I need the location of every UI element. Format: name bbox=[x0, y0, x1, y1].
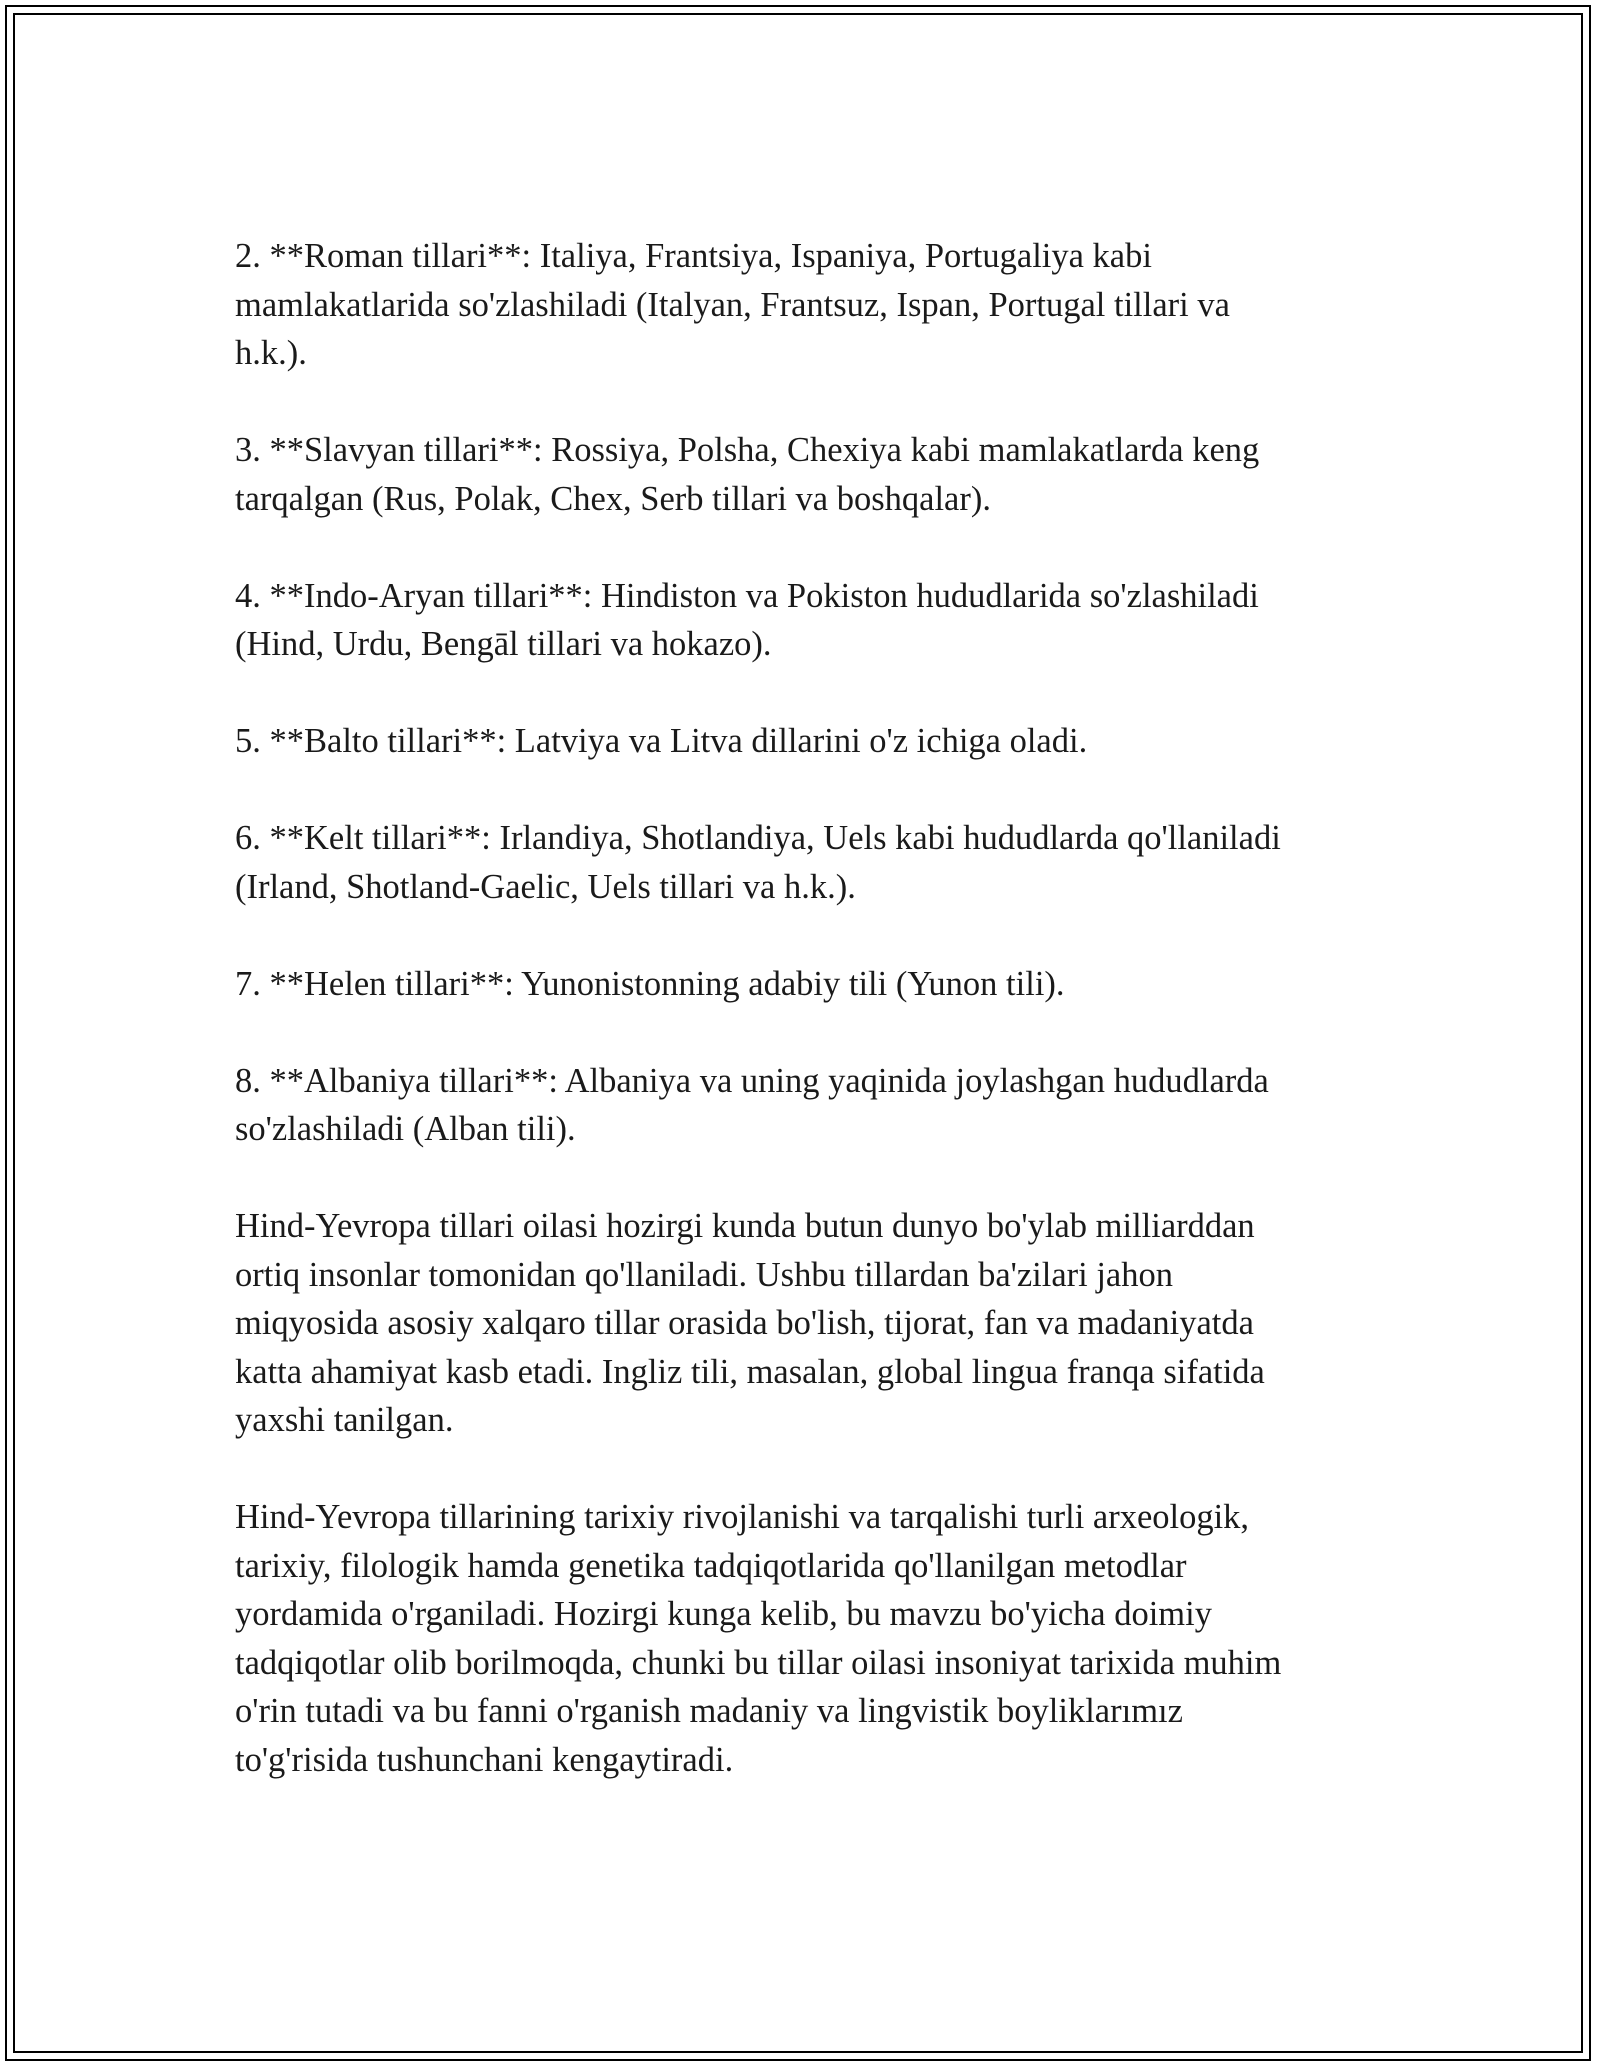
list-item-slavic-languages: 3. **Slavyan tillari**: Rossiya, Polsha, Chexiya kabi mamlakatlarda keng tarqalgan (Rus, Polak, Chex, Serb tillari va boshqalar). bbox=[235, 431, 1260, 518]
paragraph-global-usage: Hind-Yevropa tillari oilasi hozirgi kunda butun dunyo bo'ylab milliarddan ortiq insonlar tomonidan qo'llaniladi. Ushbu tillardan ba'zilari jahon miqyosida asosiy xalqaro tillar orasida bo'lish, tijorat, fan va madaniyatda katta ahamiyat kasb etadi. Ingliz tili, masalan, global lingua franqa sifatida yaxshi tanilgan. bbox=[235, 1207, 1265, 1439]
list-item-celtic-languages: 6. **Kelt tillari**: Irlandiya, Shotlandiya, Uels kabi hududlarda qo'llaniladi (Irland, Shotland-Gaelic, Uels tillari va h.k.). bbox=[235, 819, 1281, 906]
paragraph-historical-research: Hind-Yevropa tillarining tarixiy rivojlanishi va tarqalishi turli arxeologik, tarixiy, filologik hamda genetika tadqiqotlarida qo'llanilgan metodlar yordamida o'rganiladi. Hozirgi kunga kelib, bu mavzu bo'yicha doimiy tadqiqotlar olib borilmoqda, chunki bu tillar oilasi insoniyat tarixida muhim o'rin tutadi va bu fanni o'rganish madaniy va lingvistik boyliklarımız to'g'risida tushunchani kengaytiradi. bbox=[235, 1498, 1282, 1779]
list-item-indo-aryan-languages: 4. **Indo-Aryan tillari**: Hindiston va Pokiston hududlarida so'zlashiladi (Hind, Urdu, Bengāl tillari va hokazo). bbox=[235, 576, 1259, 663]
list-item-roman-languages: 2. **Roman tillari**: Italiya, Frantsiya, Ispaniya, Portugaliya kabi mamlakatlarida so'zlashiladi (Italyan, Frantsuz, Ispan, Portugal tillari va h.k.). bbox=[235, 237, 1230, 372]
document-body bbox=[235, 232, 1370, 1833]
list-item-albanian-languages: 8. **Albaniya tillari**: Albaniya va uning yaqinida joylashgan hududlarda so'zlashiladi (Alban tili). bbox=[235, 1061, 1269, 1148]
list-item-baltic-languages: 5. **Balto tillari**: Latviya va Litva dillarini o'z ichiga oladi. bbox=[235, 722, 1088, 760]
list-item-hellenic-languages: 7. **Helen tillari**: Yunonistonning adabiy tili (Yunon tili). bbox=[235, 964, 1065, 1003]
